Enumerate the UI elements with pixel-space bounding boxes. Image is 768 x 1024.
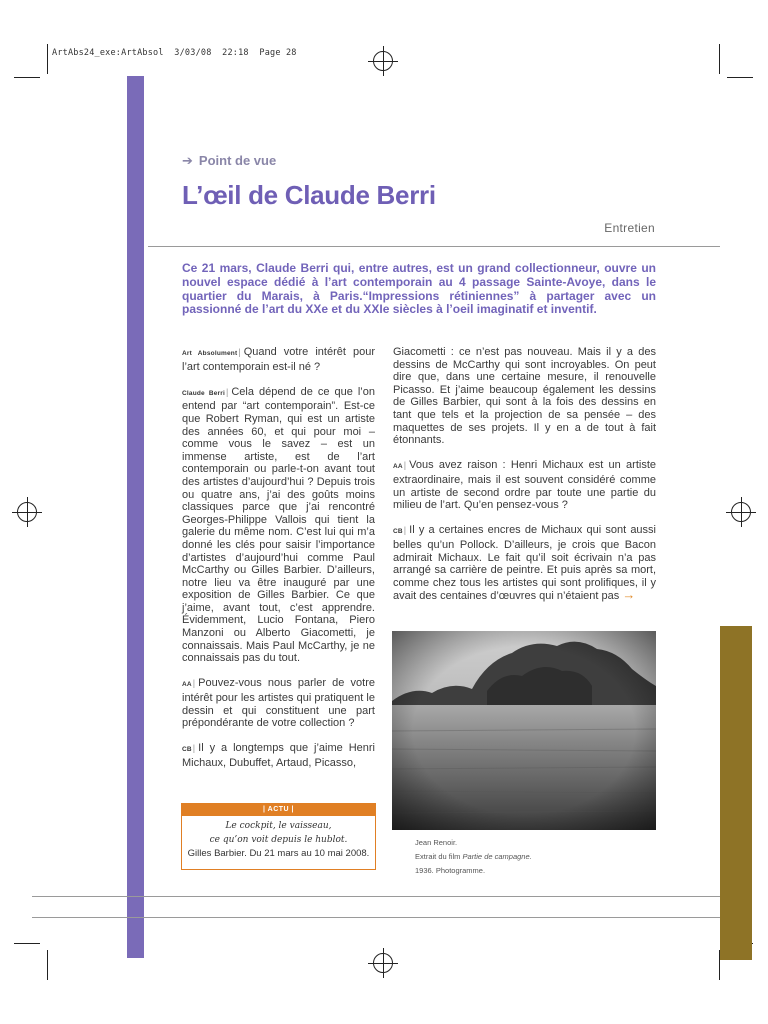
section-kicker: ➔ Point de vue — [182, 153, 277, 168]
continued-paragraph: Giacometti : ce n’est pas nouveau. Mais il y a des dessins de McCarthy qui sont incroyables. On peut dire que, dans une certaine mesure, il renouvelle Picasso. Et j’aime beaucoup également les dessins de Gilles Barbier, qui sont à la fois des dessins en tant que tels et la projection de sa pensée – des maquettes de ses projets. Il y en a de tout à fait étonnants. — [393, 346, 656, 447]
qa-paragraph: Art Absolument| Quand votre intérêt pour l’art contemporain est-il né ? — [182, 346, 375, 373]
actu-box — [181, 803, 376, 870]
footer-rule-2 — [32, 917, 720, 918]
header-rule — [148, 246, 720, 247]
text-column-1 — [182, 346, 375, 782]
print-slug: ArtAbs24_exe:ArtAbsol 3/03/08 22:18 Page 28 — [52, 48, 297, 58]
actu-body — [182, 816, 375, 861]
photo-caption: Jean Renoir. Extrait du film Partie de campagne. 1936. Photogramme. — [415, 838, 532, 875]
qa-paragraph: Claude Berri| Cela dépend de ce que l’on entend par “art contemporain”. Est-ce que Robert Ryman, qui est un artiste des années 60, et qui pour moi – comme vous le savez – est un immense artiste, est de l’art contemporain ou parle-t-on avant tout des artistes d’aujourd’hui ? Depuis trois ou quatre ans, j’ai des goûts moins classiques parce que j’ai rencontré Georges-Philippe Vallois qui tient la galerie du même nom. C’est lui qui m’a donné les clés pour saisir l’importance d’artistes d’aujourd’hui comme Paul McCarthy ou Gilles Barbier. D’ailleurs, notre lieu va être inauguré par une exposition de Gilles Barbier. Ce que j’aime, avant tout, c’est apprendre. Évidemment, Lucio Fontana, Piero Manzoni ou Alberto Giacometti, je connaissais. Mais Paul McCarthy, je ne connaissais pas du tout. — [182, 385, 375, 665]
footer-rule-1 — [32, 896, 720, 897]
article-title: L’œil de Claude Berri — [182, 180, 436, 210]
actu-label: | ACTU | — [182, 804, 375, 816]
film-still-photo — [392, 631, 656, 830]
exhibition-title-line-1: Le cockpit, le vaisseau, — [225, 821, 332, 831]
qa-paragraph: AA| Pouvez-vous nous parler de votre intérêt pour les artistes qui pratiquent le dessin et qui constituent une part prépondérante de votre collection ? — [182, 677, 375, 730]
qa-paragraph: CB| Il y a certaines encres de Michaux qui sont aussi belles qu’un Pollock. D’ailleurs, je crois que Bacon admirait Michaux. Le fait qu’il soit écrivain n’a pas arrangé sa carrière de peintre. Et puis après sa mort, comme chez tous les artistes qui sont prolifiques, il y avait des centaines d’œuvres qui n’étaient pas → — [393, 524, 656, 603]
article-rubric: Entretien — [604, 221, 655, 235]
arrow-right-icon: ➔ — [182, 153, 193, 168]
qa-paragraph: CB| Il y a longtemps que j’aime Henri Michaux, Dubuffet, Artaud, Picasso, — [182, 742, 375, 769]
exhibition-title-line-2: ce qu’on voit depuis le hublot. — [209, 835, 348, 845]
gold-margin-bar — [720, 626, 752, 960]
qa-paragraph: AA| Vous avez raison : Henri Michaux est un artiste extraordinaire, mais il est souvent considéré comme un artiste de second ordre par toute une partie du milieu de l’art. Qu’en pensez-vous ? — [393, 459, 656, 512]
exhibition-dates: Gilles Barbier. Du 21 mars au 10 mai 2008. — [187, 848, 370, 859]
continue-arrow-icon: → — [622, 587, 636, 603]
purple-margin-bar — [127, 76, 144, 958]
text-column-2 — [393, 346, 656, 615]
film-still-image — [392, 631, 656, 830]
article-lede: Ce 21 mars, Claude Berri qui, entre autres, est un grand collectionneur, ouvre un nouvel espace dédié à l’art contemporain au 4 passage Sainte-Avoye, dans le quartier du Marais, à Paris.“Impressions rétiniennes” à partager avec un passionné de l’art du XXe et du XXIe siècles à l’oeil imaginatif et inventif. — [182, 261, 656, 317]
